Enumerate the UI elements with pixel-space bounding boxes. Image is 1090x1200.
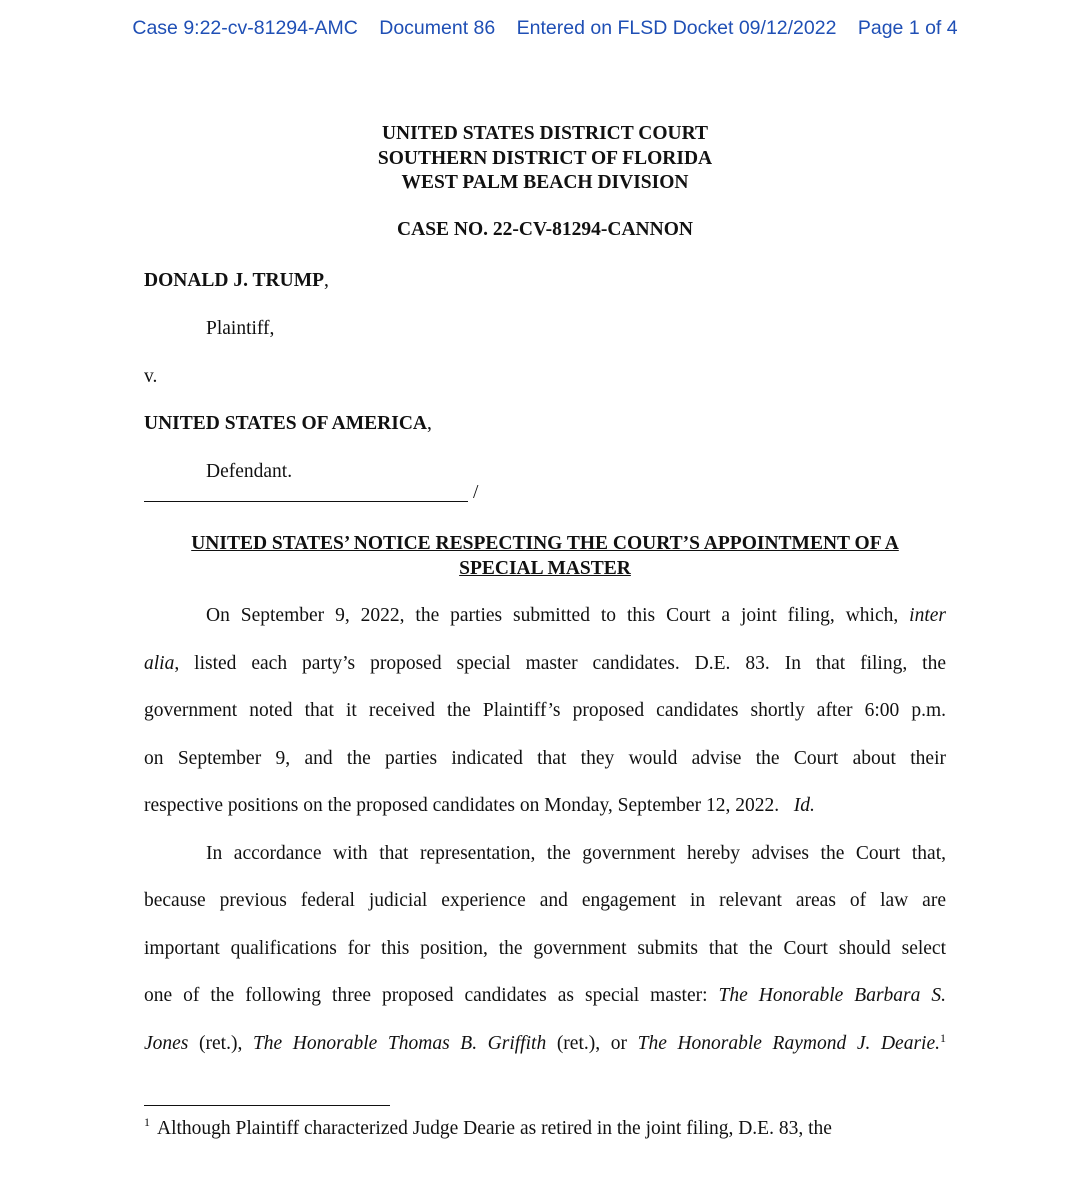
footnote-number: 1 <box>144 1115 150 1129</box>
defendant-comma: , <box>426 413 432 434</box>
para2-line5: Jones (ret.), The Honorable Thomas B. Griffith (ret.), or The Honorable Raymond J. Dearie.$^1$ <box>144 1031 946 1054</box>
defendant-line <box>144 413 432 435</box>
plaintiff-line <box>144 270 329 292</box>
title-line-1: UNITED STATES’ NOTICE RESPECTING THE COURT’S APPOINTMENT OF A <box>191 533 899 554</box>
header-page-number: Page 1 of 4 <box>857 17 958 39</box>
para2-line1: In accordance with that representation, the government hereby advises the Court that, <box>206 843 946 864</box>
header-case-number: Case 9:22-cv-81294-AMC <box>132 17 358 39</box>
caption-signature-line <box>144 501 468 502</box>
para2-line3: important qualifications for this position, the government submits that the Court should select <box>144 938 946 959</box>
para2-line4: one of the following three proposed candidates as special master: The Honorable Barbara S. <box>144 985 946 1006</box>
para1-line2: alia, listed each party’s proposed special master candidates. D.E. 83. In that filing, the <box>144 653 946 674</box>
court-heading <box>0 122 1090 196</box>
para2-line2: because previous federal judicial experience and engagement in relevant areas of law are <box>144 890 946 911</box>
caption-slash: / <box>473 482 479 503</box>
para1-line4: on September 9, and the parties indicated that they would advise the Court about their <box>144 748 946 769</box>
para1-line3: government noted that it received the Plaintiff’s proposed candidates shortly after 6:00 p.m. <box>144 700 946 721</box>
versus: v. <box>144 366 158 387</box>
header-entered-date: Entered on FLSD Docket 09/12/2022 <box>516 17 837 39</box>
title-line-2: SPECIAL MASTER <box>459 557 631 579</box>
plaintiff-role: Plaintiff, <box>206 318 275 339</box>
footnote-reference: 1 <box>940 1031 946 1045</box>
case-number: CASE NO. 22-CV-81294-CANNON <box>397 219 693 240</box>
plaintiff-name: DONALD J. TRUMP <box>144 270 325 291</box>
footnote-text: Although Plaintiff characterized Judge Dearie as retired in the joint filing, D.E. 83, the <box>157 1118 832 1139</box>
defendant-name: UNITED STATES OF AMERICA <box>144 413 427 434</box>
footnote-separator <box>144 1105 390 1106</box>
court-division: WEST PALM BEACH DIVISION <box>401 172 689 193</box>
document-title <box>144 532 946 581</box>
footnote <box>144 1115 832 1140</box>
header-document-number: Document 86 <box>379 17 496 39</box>
docket-header <box>0 17 1090 40</box>
para1-line1: On September 9, 2022, the parties submitted to this Court a joint filing, which, inter <box>206 605 946 626</box>
defendant-role: Defendant. <box>206 461 293 482</box>
plaintiff-comma: , <box>324 270 329 291</box>
para1-line5: respective positions on the proposed candidates on Monday, September 12, 2022. Id. <box>144 795 815 816</box>
court-district: SOUTHERN DISTRICT OF FLORIDA <box>377 147 713 169</box>
court-name: UNITED STATES DISTRICT COURT <box>381 123 709 144</box>
